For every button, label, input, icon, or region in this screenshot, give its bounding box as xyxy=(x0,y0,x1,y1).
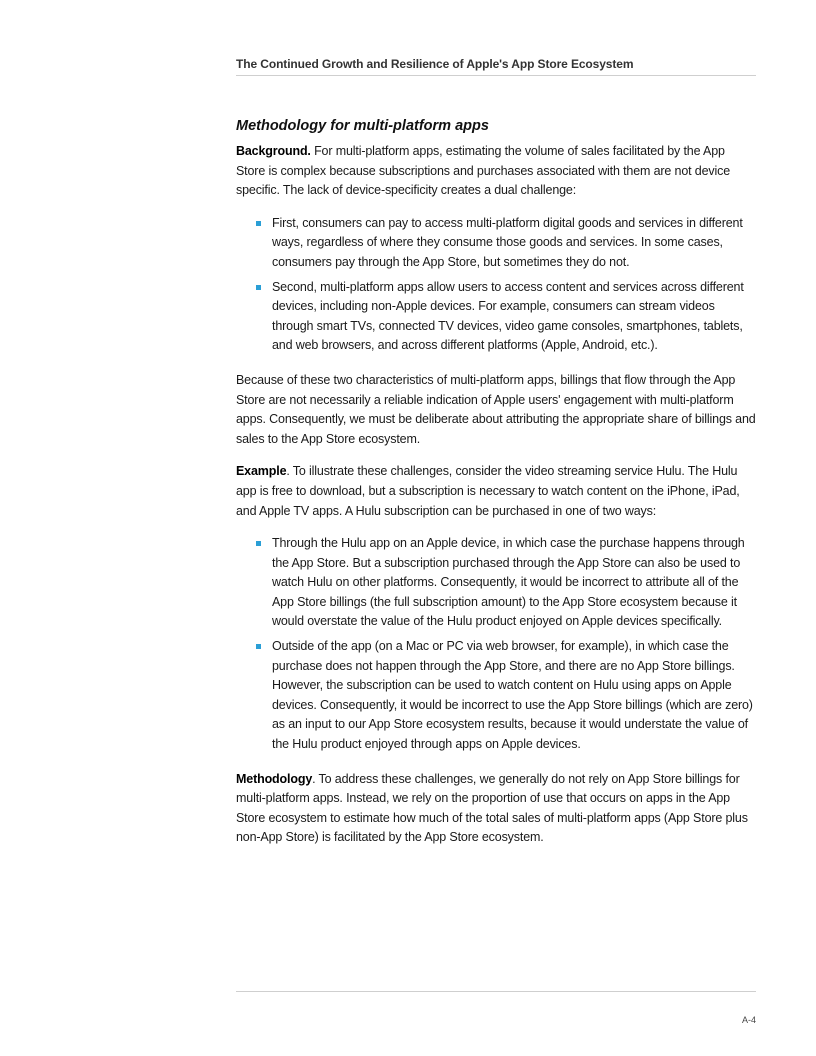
footer-divider xyxy=(236,991,756,992)
list-item-text: Outside of the app (on a Mac or PC via web browser, for example), in which case the purchase does not happen through the App Store, and there are no App Store billings. However, the subscription can be used to watch content on Hulu using apps on Apple devices. Consequently, it would be incorrect to use the App Store billings (which are zero) as an input to our App Store ecosystem results, because it would understate the value of the Hulu product enjoyed through apps on Apple devices. xyxy=(272,639,753,752)
methodology-label: Methodology xyxy=(236,771,313,786)
list-item xyxy=(236,214,756,273)
list-item xyxy=(236,637,756,755)
list-item-text: Through the Hulu app on an Apple device, in which case the purchase happens through the App Store. But a subscription purchased through the App Store can also be used to watch Hulu on other platforms. Consequently, it would be incorrect to attribute all of the App Store billings (the full subscription amount) to the App Store ecosystem because it would overstate the value of the Hulu product enjoyed on Apple devices specifically. xyxy=(272,536,745,629)
example-paragraph xyxy=(236,462,756,521)
bullet-square-icon xyxy=(256,285,261,290)
section-title: Methodology for multi-platform apps xyxy=(236,118,489,134)
ways-list xyxy=(236,534,756,755)
main-content xyxy=(236,116,756,848)
example-label: Example xyxy=(236,464,287,479)
methodology-text: . To address these challenges, we generally do not rely on App Store billings for multi-platform apps. Instead, we rely on the proportion of use that occurs on apps in the App Store ecosystem to estimate how much of the total sales of multi-platform apps (App Store plus non-App Store) is facilitated by the App Store ecosystem. xyxy=(236,771,748,845)
background-text: For multi-platform apps, estimating the volume of sales facilitated by the App Store is complex because subscriptions and purchases associated with them are not device specific. The lack of device-specificity creates a dual challenge: xyxy=(236,144,731,198)
list-item-text: Second, multi-platform apps allow users to access content and services across different devices, including non-Apple devices. For example, consumers can stream videos through smart TVs, connected TV devices, video game consoles, smartphones, tablets, and web browsers, and across different platforms (Apple, Android, etc.). xyxy=(272,279,744,353)
characteristics-paragraph: Because of these two characteristics of multi-platform apps, billings that flow through the App Store are not necessarily a reliable indication of Apple users' engagement with multi-platform apps. Consequently, we must be deliberate about attributing the appropriate share of billings and sales to the App Store ecosystem. xyxy=(236,372,756,446)
list-item-text: First, consumers can pay to access multi-platform digital goods and services in different ways, regardless of where they consume those goods and services. In some cases, consumers pay through the App Store, but sometimes they do not. xyxy=(272,215,743,269)
bullet-square-icon xyxy=(256,221,261,226)
challenges-list xyxy=(236,214,756,356)
bullet-square-icon xyxy=(256,541,261,546)
running-header: The Continued Growth and Resilience of Apple's App Store Ecosystem xyxy=(236,57,634,71)
list-item xyxy=(236,278,756,356)
background-label: Background. xyxy=(236,144,311,158)
header-divider xyxy=(236,75,756,76)
page-number: A-4 xyxy=(741,1015,756,1025)
methodology-paragraph xyxy=(236,770,756,848)
example-text: . To illustrate these challenges, consider the video streaming service Hulu. The Hulu app is free to download, but a subscription is necessary to watch content on the iPhone, iPad, and Apple TV apps. A Hulu subscription can be purchased in one of two ways: xyxy=(236,464,740,518)
background-paragraph xyxy=(236,142,756,201)
list-item xyxy=(236,534,756,632)
bullet-square-icon xyxy=(256,644,261,649)
